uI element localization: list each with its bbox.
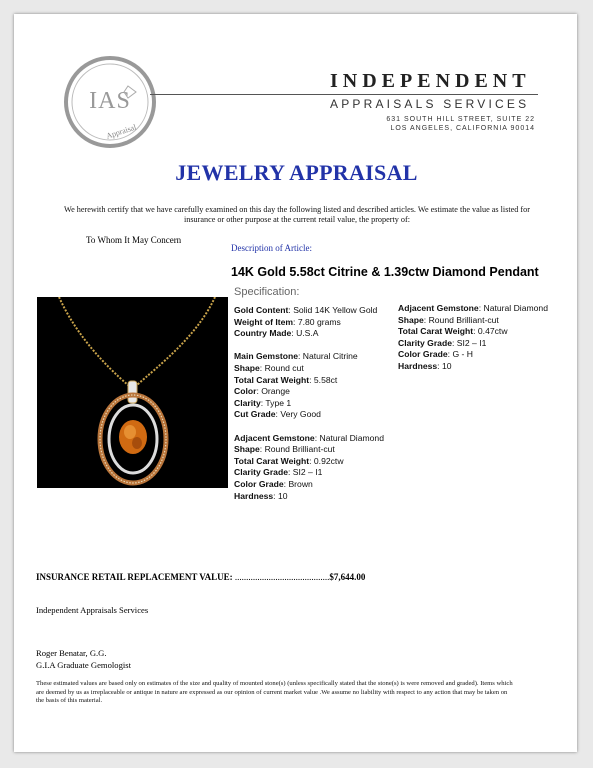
- insurance-value-line: [36, 572, 365, 582]
- spec-column-left: [234, 305, 384, 502]
- logo-subtext: Appraisal: [105, 122, 138, 141]
- pendant-photo: [37, 297, 228, 488]
- item-title: 14K Gold 5.58ct Citrine & 1.39ctw Diamond Pendant: [231, 265, 539, 279]
- address-line-1: 631 SOUTH HILL STREET, SUITE 22: [386, 116, 535, 123]
- recipient: To Whom It May Concern: [86, 235, 182, 245]
- spec-row: Total Carat Weight: 0.47ctw: [398, 326, 508, 337]
- spec-row: Shape: Round Brilliant-cut: [234, 444, 335, 455]
- spec-row: Gold Content: Solid 14K Yellow Gold: [234, 305, 378, 315]
- spec-row: Weight of Item: 7.80 grams: [234, 316, 341, 327]
- spec-row: Adjacent Gemstone: Natural Diamond: [234, 432, 384, 443]
- company-subtitle: APPRAISALS SERVICES: [330, 97, 530, 111]
- spec-row: Clarity: Type 1: [234, 397, 292, 408]
- page-title: JEWELRY APPRAISAL: [175, 160, 418, 185]
- spec-row: Clarity Grade: SI2 – I1: [398, 337, 487, 348]
- signer-title: G.I.A Graduate Gemologist: [36, 660, 131, 670]
- address-line-2: LOS ANGELES, CALIFORNIA 90014: [390, 125, 535, 132]
- header-divider: [150, 94, 538, 95]
- company-name: INDEPENDENT: [330, 70, 531, 92]
- spec-row: Hardness: 10: [234, 490, 288, 501]
- spec-row: Cut Grade: Very Good: [234, 409, 321, 420]
- spec-row: Hardness: 10: [398, 360, 452, 371]
- ias-logo: [64, 56, 156, 148]
- spec-row: Adjacent Gemstone: Natural Diamond: [398, 303, 548, 313]
- spec-row: Total Carat Weight: 0.92ctw: [234, 455, 344, 466]
- spec-row: Color Grade: Brown: [234, 478, 313, 489]
- description-label: Description of Article:: [231, 243, 312, 253]
- spec-column-right: [398, 303, 548, 373]
- signer-name: Roger Benatar, G.G.: [36, 648, 107, 658]
- spec-row: Country Made: U.S.A: [234, 328, 319, 339]
- spec-row: Shape: Round cut: [234, 362, 304, 373]
- spec-row: Color: Orange: [234, 386, 290, 397]
- specification-label: Specification:: [234, 286, 300, 298]
- spec-row: Total Carat Weight: 5.58ct: [234, 374, 338, 385]
- certification-text: We herewith certify that we have carefully examined on this day the following listed and described articles. We estimate the value as listed for insurance or other purpose at the current retail value, the property of:: [64, 205, 530, 224]
- insurance-label: INSURANCE RETAIL REPLACEMENT VALUE:: [36, 572, 233, 582]
- spec-row: Clarity Grade: SI2 – I1: [234, 467, 323, 478]
- spec-row: Shape: Round Brilliant-cut: [398, 314, 499, 325]
- spec-row: Main Gemstone: Natural Citrine: [234, 351, 358, 362]
- spec-row: Color Grade: G - H: [398, 349, 473, 360]
- logo-text: IAS: [89, 88, 131, 114]
- insurance-dots: ..........................................: [234, 572, 330, 582]
- footer-company: Independent Appraisals Services: [36, 605, 149, 615]
- insurance-value: $7,644.00: [329, 572, 366, 582]
- disclaimer-text: These estimated values are based only on estimates of the size and quality of mounted stone(s) (unless specifically stated that the stone(s) is were removed and graded). Items which are deemed by us as irreplaceable or antique in nature are expressed as our opinion of current market value .We assume no liability with respect to any action that may be taken on the basis of this material.: [36, 680, 513, 705]
